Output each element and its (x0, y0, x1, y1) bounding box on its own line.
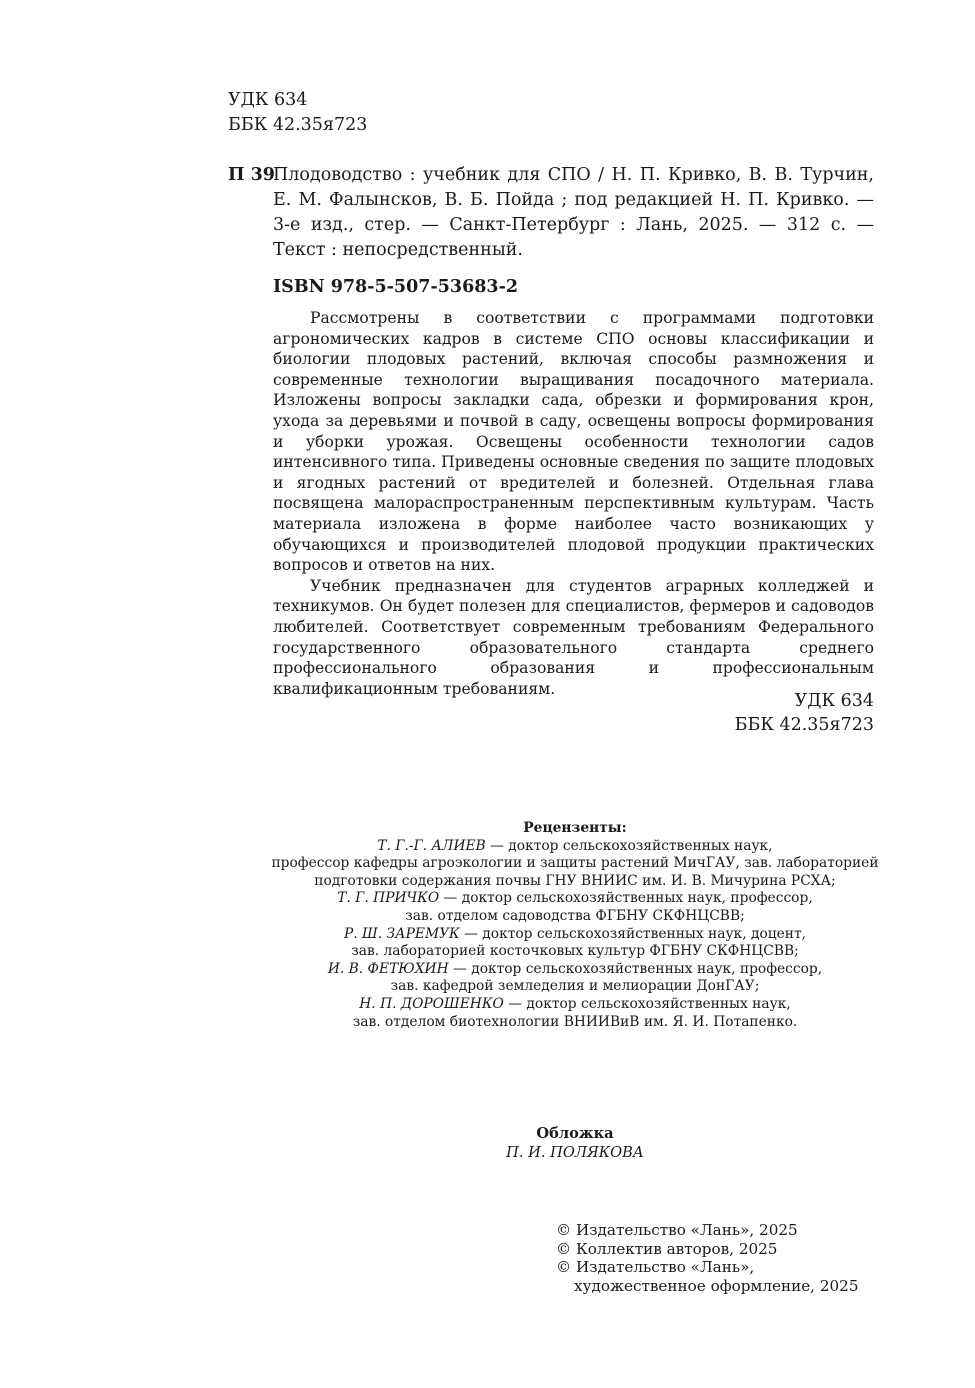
top-classification-codes (228, 88, 367, 138)
reviewer-degree: — доктор сельскохозяйственных наук, (503, 995, 791, 1012)
reviewer-entry (245, 996, 905, 1031)
author-mark: П 39 (228, 165, 275, 185)
reviewer-position: зав. кафедрой земледелия и мелиорации ДонГАУ; (390, 978, 760, 995)
reviewer-entry (245, 890, 905, 925)
reviewer-position: зав. отделом садоводства ФГБНУ СКФНЦСВВ; (405, 907, 745, 924)
reviewer-degree: — доктор сельскохозяйственных наук, профессор, (439, 890, 813, 907)
isbn: ISBN 978-5-507-53683-2 (273, 277, 519, 297)
reviewer-position: профессор кафедры агроэкологии и защиты растений МичГАУ, зав. лабораторией (271, 855, 879, 872)
bibliographic-description: Плодоводство : учебник для СПО / Н. П. Кривко, В. В. Турчин, Е. М. Фалынсков, В. Б. Пойда ; под редакцией Н. П. Кривко. — 3-е изд., стер. — Санкт-Петербург : Лань, 2025. — 312 с. — Текст : непосредственный. (273, 165, 874, 260)
reviewer-entry (245, 926, 905, 961)
copyright-line: © Издательство «Лань», 2025 (556, 1221, 798, 1239)
copyright-line: © Издательство «Лань», (556, 1258, 755, 1276)
cover-credit (245, 1124, 905, 1162)
reviewer-entry (245, 961, 905, 996)
reviewer-name: Т. Г.-Г. АЛИЕВ (377, 837, 486, 854)
reviewer-position: зав. отделом биотехнологии ВНИИВиВ им. Я. И. Потапенко. (352, 1013, 798, 1030)
udk-code: УДК 634 (228, 90, 308, 110)
udk-code: УДК 634 (794, 691, 874, 711)
reviewer-entry (245, 838, 905, 891)
reviewer-name: Т. Г. ПРИЧКО (337, 890, 440, 907)
bbk-code: ББК 42.35я723 (734, 715, 874, 735)
copyright-line: © Коллектив авторов, 2025 (556, 1239, 778, 1258)
cover-designer: П. И. ПОЛЯКОВА (506, 1144, 644, 1161)
reviewer-degree: — доктор сельскохозяйственных наук, профессор, (448, 960, 823, 977)
cover-heading: Обложка (536, 1125, 614, 1142)
bottom-classification-codes (735, 689, 874, 737)
bbk-code: ББК 42.35я723 (228, 115, 368, 135)
reviewer-name: И. В. ФЕТЮХИН (327, 960, 449, 977)
reviewer-position: зав. лабораторией косточковых культур ФГБНУ СКФНЦСВВ; (351, 943, 799, 960)
reviewer-degree: — доктор сельскохозяйственных наук, доцент, (459, 925, 807, 942)
copyright-block (556, 1221, 859, 1295)
reviewers-heading: Рецензенты: (523, 820, 627, 836)
reviewer-name: Н. П. ДОРОШЕНКО (359, 995, 504, 1012)
abstract (273, 308, 874, 699)
reviewer-degree: — доктор сельскохозяйственных наук, (485, 837, 773, 854)
reviewers-block (245, 820, 905, 1031)
abstract-paragraph-1: Рассмотрены в соответствии с программами подготовки агрономических кадров в системе СПО основы классификации и биологии плодовых растений, включая способы размножения и современные технологии выращивания посадочного материала. Изложены вопросы закладки сада, обрезки и формирования крон, ухода за деревьями и почвой в саду, освещены вопросы формирования и уборки урожая. Освещены особенности технологии садов интенсивного типа. Приведены основные сведения по защите плодовых и ягодных растений от вредителей и болезней. Отдельная глава посвящена малораспространенным перспективным культурам. Часть материала изложена в форме наиболее часто возникающих у обучающихся и производителей плодовой продукции практических вопросов и ответов на них. (273, 309, 874, 575)
reviewer-name: Р. Ш. ЗАРЕМУК (343, 925, 460, 942)
reviewer-position: подготовки содержания почвы ГНУ ВНИИС им. И. В. Мичурина РСХА; (314, 872, 836, 889)
copyright-line: художественное оформление, 2025 (574, 1276, 859, 1295)
abstract-paragraph-2: Учебник предназначен для студентов аграрных колледжей и техникумов. Он будет полезен для специалистов, фермеров и садоводов любителей. Соответствует современным требованиям Федерального государственного образовательного стандарта среднего профессионального образования и профессиональным квалификационным требованиям. (273, 576, 874, 698)
